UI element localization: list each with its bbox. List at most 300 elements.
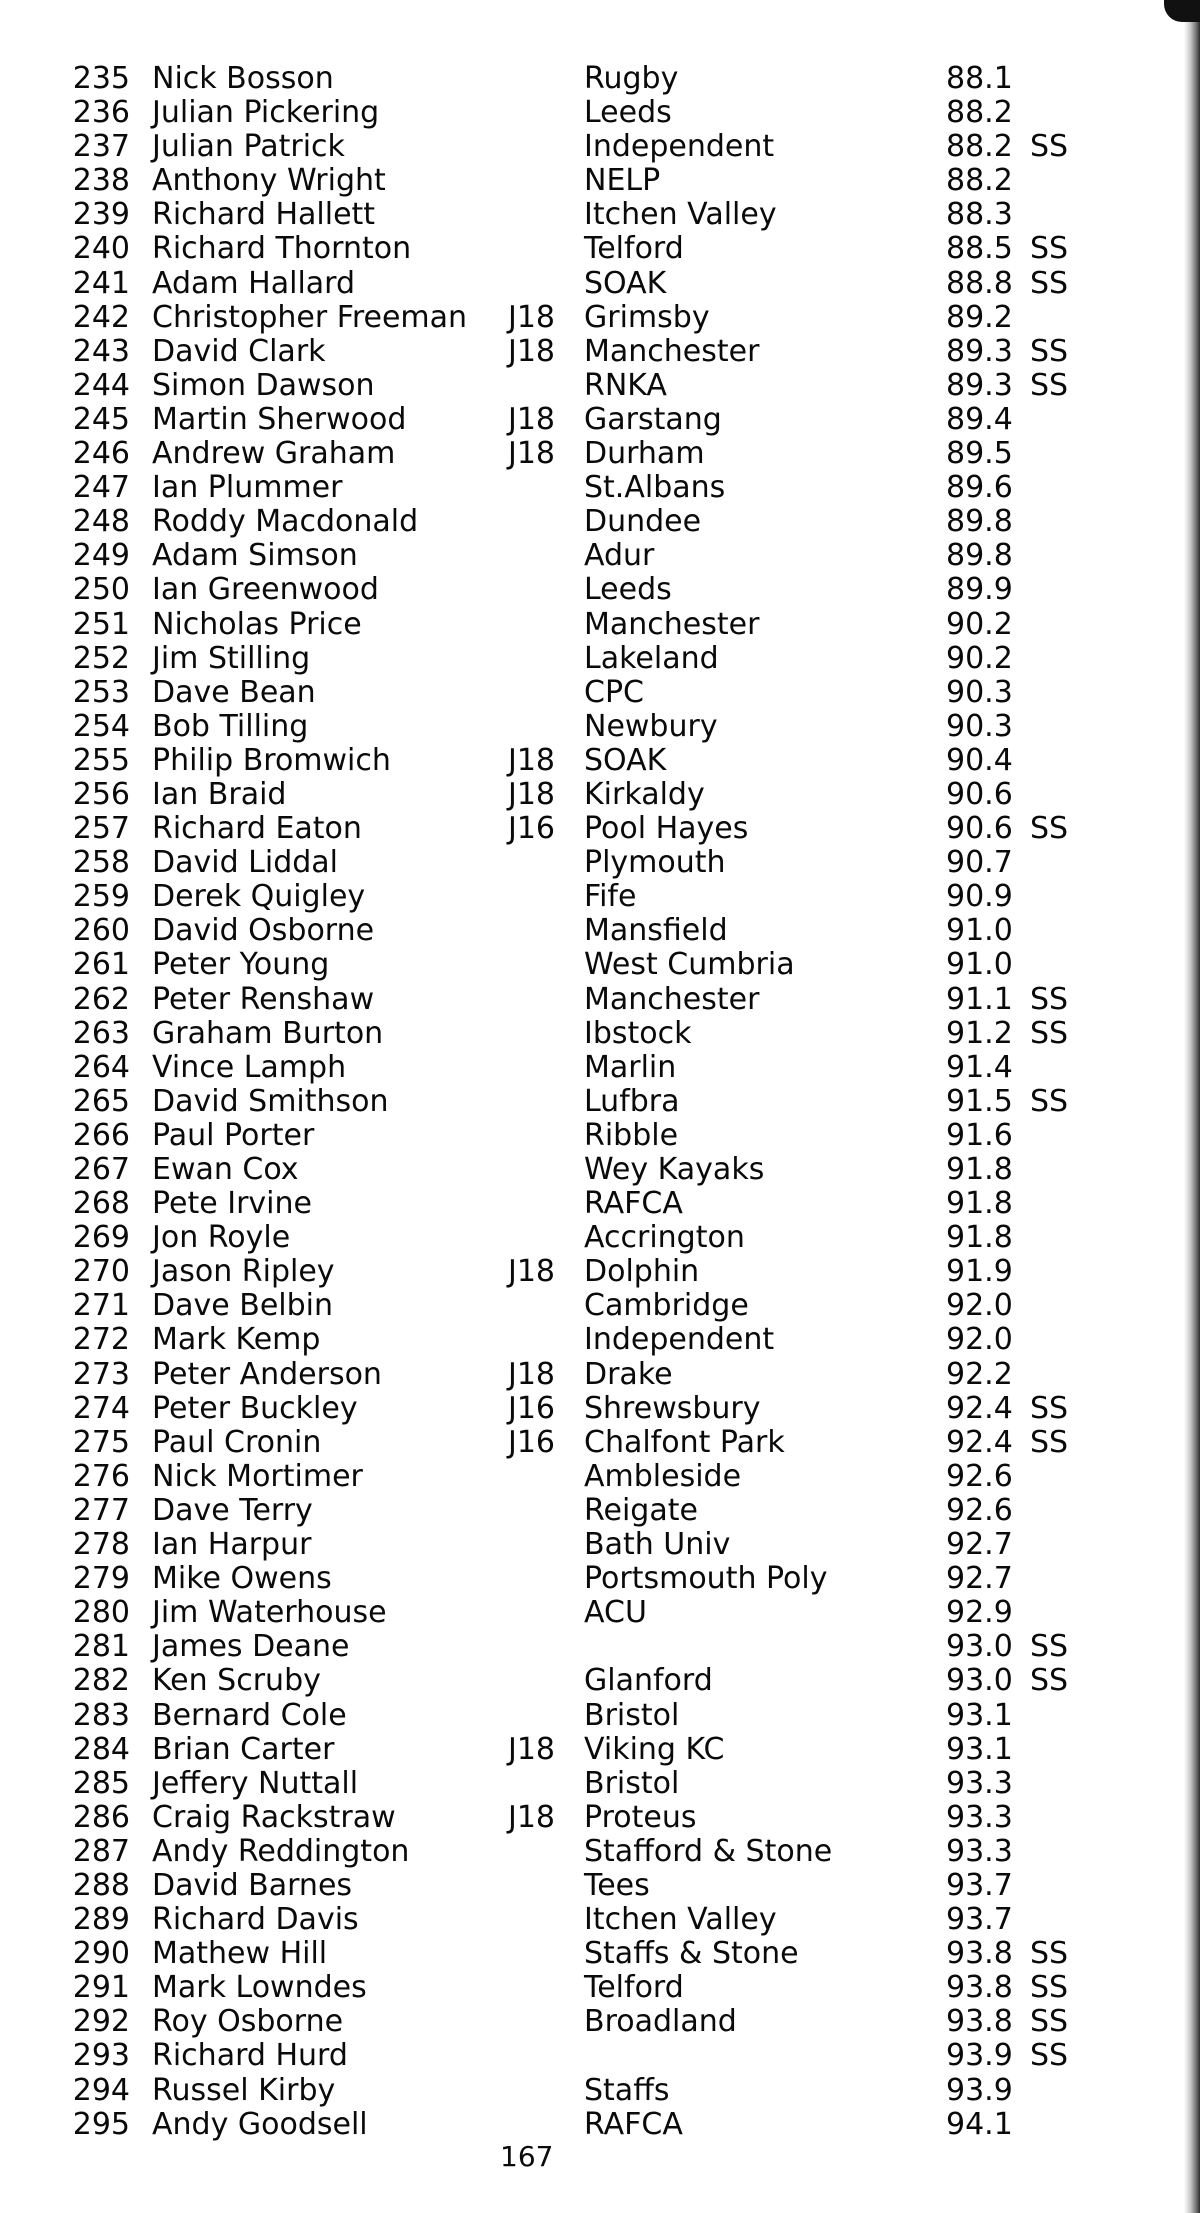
competitor-name: Martin Sherwood [152, 401, 407, 437]
result-time: 93.3 [946, 1765, 1013, 1801]
rank-number: 247 [72, 470, 130, 506]
competitor-name: Ian Harpur [152, 1527, 312, 1563]
age-category: J18 [508, 1731, 556, 1767]
rank-number: 262 [72, 981, 130, 1017]
age-category: J18 [508, 742, 556, 778]
table-row [0, 1767, 1180, 1801]
table-row [0, 1051, 1180, 1085]
result-time: 90.9 [946, 879, 1013, 915]
rank-number: 248 [72, 504, 130, 540]
result-time: 90.6 [946, 776, 1013, 812]
competitor-name: Mathew Hill [152, 1936, 328, 1972]
competitor-name: Nick Bosson [152, 61, 334, 96]
result-flag: SS [1030, 1663, 1069, 1699]
table-row [0, 1835, 1180, 1869]
competitor-name: Richard Hallett [152, 197, 376, 233]
competitor-name: Julian Pickering [152, 95, 380, 131]
table-row [0, 1903, 1180, 1937]
result-time: 90.7 [946, 845, 1013, 881]
rank-number: 288 [72, 1867, 130, 1903]
rank-number: 242 [72, 299, 130, 335]
rank-number: 257 [72, 811, 130, 847]
result-time: 93.7 [946, 1867, 1013, 1903]
competitor-name: Andy Reddington [152, 1833, 410, 1869]
club-name: Kirkaldy [584, 776, 705, 812]
club-name: Reigate [584, 1492, 698, 1528]
competitor-name: David Smithson [152, 1083, 389, 1119]
competitor-name: Mark Lowndes [152, 1970, 367, 2006]
rank-number: 285 [72, 1765, 130, 1801]
club-name: Leeds [584, 572, 672, 608]
rank-number: 290 [72, 1936, 130, 1972]
result-time: 93.3 [946, 1799, 1013, 1835]
table-row [0, 812, 1180, 846]
age-category: J18 [508, 333, 556, 369]
table-row [0, 880, 1180, 914]
table-row [0, 1392, 1180, 1426]
competitor-name: Vince Lamph [152, 1049, 347, 1085]
rank-number: 279 [72, 1561, 130, 1597]
competitor-name: Jon Royle [152, 1220, 291, 1256]
rank-number: 274 [72, 1390, 130, 1426]
result-time: 92.0 [946, 1288, 1013, 1324]
club-name: Proteus [584, 1799, 697, 1835]
rank-number: 281 [72, 1629, 130, 1665]
competitor-name: David Liddal [152, 845, 339, 881]
rank-number: 235 [72, 61, 130, 96]
result-time: 89.8 [946, 504, 1013, 540]
age-category: J16 [508, 1390, 556, 1426]
rank-number: 269 [72, 1220, 130, 1256]
table-row [0, 1971, 1180, 2005]
club-name: Shrewsbury [584, 1390, 761, 1426]
competitor-name: Dave Belbin [152, 1288, 333, 1324]
rank-number: 277 [72, 1492, 130, 1528]
rank-number: 253 [72, 674, 130, 710]
rank-number: 268 [72, 1186, 130, 1222]
rank-number: 246 [72, 436, 130, 472]
table-row [0, 914, 1180, 948]
competitor-name: Adam Hallard [152, 265, 356, 301]
table-row [0, 676, 1180, 710]
rank-number: 276 [72, 1458, 130, 1494]
table-row [0, 1085, 1180, 1119]
competitor-name: Peter Buckley [152, 1390, 358, 1426]
result-time: 93.3 [946, 1833, 1013, 1869]
result-time: 88.1 [946, 61, 1013, 96]
club-name: Telford [584, 1970, 684, 2006]
table-row [0, 1801, 1180, 1835]
club-name: St.Albans [584, 470, 726, 506]
club-name: Durham [584, 436, 705, 472]
rank-number: 286 [72, 1799, 130, 1835]
competitor-name: Paul Porter [152, 1117, 315, 1153]
result-flag: SS [1030, 2038, 1069, 2074]
table-row [0, 608, 1180, 642]
rank-number: 263 [72, 1015, 130, 1051]
club-name: Staffs [584, 2072, 670, 2108]
result-time: 92.0 [946, 1322, 1013, 1358]
table-row [0, 198, 1180, 232]
result-time: 91.0 [946, 913, 1013, 949]
club-name: Ribble [584, 1117, 679, 1153]
table-row [0, 2108, 1180, 2142]
rank-number: 280 [72, 1595, 130, 1631]
result-time: 92.9 [946, 1595, 1013, 1631]
club-name: RAFCA [584, 1186, 683, 1222]
rank-number: 283 [72, 1697, 130, 1733]
table-row [0, 1017, 1180, 1051]
table-row [0, 164, 1180, 198]
result-time: 89.6 [946, 470, 1013, 506]
result-time: 88.2 [946, 95, 1013, 131]
club-name: Bath Univ [584, 1527, 731, 1563]
competitor-name: Mike Owens [152, 1561, 332, 1597]
club-name: Ibstock [584, 1015, 692, 1051]
rank-number: 289 [72, 1902, 130, 1938]
rank-number: 265 [72, 1083, 130, 1119]
result-time: 88.2 [946, 163, 1013, 199]
table-row [0, 1699, 1180, 1733]
table-row [0, 96, 1180, 130]
club-name: Cambridge [584, 1288, 749, 1324]
rank-number: 266 [72, 1117, 130, 1153]
rank-number: 271 [72, 1288, 130, 1324]
competitor-name: Craig Rackstraw [152, 1799, 396, 1835]
competitor-name: Brian Carter [152, 1731, 335, 1767]
table-row [0, 1664, 1180, 1698]
competitor-name: Simon Dawson [152, 367, 375, 403]
table-row [0, 301, 1180, 335]
result-flag: SS [1030, 1390, 1069, 1426]
club-name: Lakeland [584, 640, 719, 676]
table-row [0, 2074, 1180, 2108]
club-name: Manchester [584, 981, 760, 1017]
rank-number: 294 [72, 2072, 130, 2108]
competitor-name: Dave Bean [152, 674, 316, 710]
rank-number: 295 [72, 2106, 130, 2142]
club-name: Chalfont Park [584, 1424, 785, 1460]
table-row [0, 1528, 1180, 1562]
club-name: Portsmouth Poly [584, 1561, 828, 1597]
club-name: Dolphin [584, 1254, 700, 1290]
competitor-name: Christopher Freeman [152, 299, 468, 335]
competitor-name: Russel Kirby [152, 2072, 336, 2108]
result-time: 92.6 [946, 1492, 1013, 1528]
result-time: 91.8 [946, 1220, 1013, 1256]
rank-number: 254 [72, 708, 130, 744]
club-name: West Cumbria [584, 947, 795, 983]
club-name: SOAK [584, 265, 667, 301]
club-name: Manchester [584, 606, 760, 642]
result-time: 92.4 [946, 1424, 1013, 1460]
result-time: 89.9 [946, 572, 1013, 608]
result-time: 90.2 [946, 606, 1013, 642]
table-row [0, 948, 1180, 982]
result-flag: SS [1030, 2004, 1069, 2040]
competitor-name: Nicholas Price [152, 606, 362, 642]
result-time: 88.3 [946, 197, 1013, 233]
rank-number: 245 [72, 401, 130, 437]
club-name: RAFCA [584, 2106, 683, 2142]
club-name: Viking KC [584, 1731, 725, 1767]
competitor-name: Peter Renshaw [152, 981, 375, 1017]
table-row [0, 1119, 1180, 1153]
competitor-name: Peter Anderson [152, 1356, 382, 1392]
table-row [0, 267, 1180, 301]
result-time: 90.6 [946, 811, 1013, 847]
competitor-name: Philip Bromwich [152, 742, 391, 778]
result-time: 91.0 [946, 947, 1013, 983]
club-name: Tees [584, 1867, 650, 1903]
club-name: Adur [584, 538, 655, 574]
table-row [0, 1323, 1180, 1357]
competitor-name: Adam Simson [152, 538, 358, 574]
table-row [0, 642, 1180, 676]
rank-number: 293 [72, 2038, 130, 2074]
competitor-name: Julian Patrick [152, 129, 345, 165]
table-row [0, 1255, 1180, 1289]
table-row [0, 710, 1180, 744]
page-edge-shadow [1184, 0, 1200, 2213]
rank-number: 270 [72, 1254, 130, 1290]
result-flag: SS [1030, 811, 1069, 847]
table-row [0, 1494, 1180, 1528]
club-name: Leeds [584, 95, 672, 131]
result-flag: SS [1030, 1970, 1069, 2006]
competitor-name: Jason Ripley [152, 1254, 335, 1290]
club-name: Wey Kayaks [584, 1152, 765, 1187]
rank-number: 261 [72, 947, 130, 983]
result-time: 89.5 [946, 436, 1013, 472]
table-row [0, 573, 1180, 607]
club-name: Itchen Valley [584, 1902, 777, 1938]
result-time: 88.8 [946, 265, 1013, 301]
result-time: 93.0 [946, 1663, 1013, 1699]
competitor-name: Peter Young [152, 947, 330, 983]
rank-number: 258 [72, 845, 130, 881]
result-flag: SS [1030, 129, 1069, 165]
result-time: 89.4 [946, 401, 1013, 437]
result-flag: SS [1030, 1424, 1069, 1460]
rank-number: 237 [72, 129, 130, 165]
rank-number: 284 [72, 1731, 130, 1767]
age-category: J16 [508, 1424, 556, 1460]
competitor-name: Anthony Wright [152, 163, 386, 199]
club-name: Mansfield [584, 913, 728, 949]
result-time: 93.8 [946, 1970, 1013, 2006]
result-time: 91.8 [946, 1186, 1013, 1222]
club-name: Pool Hayes [584, 811, 749, 847]
table-row [0, 437, 1180, 471]
club-name: Ambleside [584, 1458, 742, 1494]
result-time: 92.2 [946, 1356, 1013, 1392]
competitor-name: Mark Kemp [152, 1322, 321, 1358]
table-row [0, 539, 1180, 573]
rank-number: 255 [72, 742, 130, 778]
table-row [0, 130, 1180, 164]
table-row [0, 1187, 1180, 1221]
rank-number: 239 [72, 197, 130, 233]
rank-number: 275 [72, 1424, 130, 1460]
rank-number: 273 [72, 1356, 130, 1392]
club-name: Newbury [584, 708, 718, 744]
competitor-name: Richard Hurd [152, 2038, 348, 2074]
result-flag: SS [1030, 1083, 1069, 1119]
table-row [0, 1221, 1180, 1255]
table-row [0, 403, 1180, 437]
result-time: 93.1 [946, 1731, 1013, 1767]
club-name: Rugby [584, 61, 679, 96]
club-name: Stafford & Stone [584, 1833, 833, 1869]
result-flag: SS [1030, 981, 1069, 1017]
competitor-name: David Barnes [152, 1867, 353, 1903]
rank-number: 240 [72, 231, 130, 267]
competitor-name: Andy Goodsell [152, 2106, 368, 2142]
competitor-name: Dave Terry [152, 1492, 313, 1528]
table-row [0, 778, 1180, 812]
table-row [0, 744, 1180, 778]
table-row [0, 1869, 1180, 1903]
result-time: 90.3 [946, 708, 1013, 744]
result-time: 89.2 [946, 299, 1013, 335]
result-time: 94.1 [946, 2106, 1013, 2142]
table-row [0, 2039, 1180, 2073]
competitor-name: Ewan Cox [152, 1152, 299, 1187]
competitor-name: David Osborne [152, 913, 375, 949]
result-time: 93.7 [946, 1902, 1013, 1938]
rank-number: 272 [72, 1322, 130, 1358]
club-name: Telford [584, 231, 684, 267]
age-category: J18 [508, 1356, 556, 1392]
competitor-name: Pete Irvine [152, 1186, 312, 1222]
result-time: 92.7 [946, 1561, 1013, 1597]
result-time: 89.8 [946, 538, 1013, 574]
table-row [0, 1358, 1180, 1392]
result-time: 93.8 [946, 2004, 1013, 2040]
age-category: J18 [508, 436, 556, 472]
table-row [0, 1153, 1180, 1187]
table-row [0, 471, 1180, 505]
competitor-name: James Deane [152, 1629, 350, 1665]
age-category: J18 [508, 1254, 556, 1290]
table-row [0, 1289, 1180, 1323]
rank-number: 244 [72, 367, 130, 403]
result-time: 88.2 [946, 129, 1013, 165]
table-row [0, 232, 1180, 266]
club-name: Glanford [584, 1663, 713, 1699]
club-name: Lufbra [584, 1083, 680, 1119]
club-name: Garstang [584, 401, 722, 437]
competitor-name: Nick Mortimer [152, 1458, 363, 1494]
competitor-name: Paul Cronin [152, 1424, 322, 1460]
result-flag: SS [1030, 1015, 1069, 1051]
result-flag: SS [1030, 333, 1069, 369]
result-time: 93.1 [946, 1697, 1013, 1733]
result-time: 88.5 [946, 231, 1013, 267]
result-time: 91.5 [946, 1083, 1013, 1119]
result-time: 91.6 [946, 1117, 1013, 1153]
club-name: Dundee [584, 504, 702, 540]
table-row [0, 1460, 1180, 1494]
rank-number: 256 [72, 776, 130, 812]
rank-number: 251 [72, 606, 130, 642]
club-name: Broadland [584, 2004, 737, 2040]
table-row [0, 1426, 1180, 1460]
club-name: Bristol [584, 1697, 680, 1733]
result-flag: SS [1030, 231, 1069, 267]
result-time: 91.8 [946, 1152, 1013, 1187]
club-name: Marlin [584, 1049, 677, 1085]
table-row [0, 1562, 1180, 1596]
rank-number: 250 [72, 572, 130, 608]
club-name: NELP [584, 163, 661, 199]
rank-number: 282 [72, 1663, 130, 1699]
rank-number: 236 [72, 95, 130, 131]
result-time: 92.6 [946, 1458, 1013, 1494]
result-flag: SS [1030, 265, 1069, 301]
rank-number: 252 [72, 640, 130, 676]
result-flag: SS [1030, 367, 1069, 403]
page-corner-mark [1164, 0, 1200, 22]
club-name: Fife [584, 879, 637, 915]
result-flag: SS [1030, 1629, 1069, 1665]
club-name: CPC [584, 674, 644, 710]
club-name: Plymouth [584, 845, 726, 881]
competitor-name: Roy Osborne [152, 2004, 344, 2040]
competitor-name: Richard Thornton [152, 231, 412, 267]
competitor-name: Richard Davis [152, 1902, 359, 1938]
result-time: 92.4 [946, 1390, 1013, 1426]
rank-number: 292 [72, 2004, 130, 2040]
result-time: 91.2 [946, 1015, 1013, 1051]
club-name: Itchen Valley [584, 197, 777, 233]
result-time: 90.4 [946, 742, 1013, 778]
page-number: 167 [500, 2140, 554, 2173]
age-category: J18 [508, 1799, 556, 1835]
competitor-name: Jeffery Nuttall [152, 1765, 359, 1801]
club-name: Independent [584, 1322, 775, 1358]
age-category: J18 [508, 299, 556, 335]
rank-number: 243 [72, 333, 130, 369]
club-name: Manchester [584, 333, 760, 369]
rank-number: 278 [72, 1527, 130, 1563]
table-row [0, 505, 1180, 539]
table-row [0, 335, 1180, 369]
result-time: 89.3 [946, 367, 1013, 403]
rank-number: 238 [72, 163, 130, 199]
table-row [0, 62, 1180, 96]
club-name: ACU [584, 1595, 647, 1631]
club-name: Staffs & Stone [584, 1936, 799, 1972]
rank-number: 259 [72, 879, 130, 915]
table-row [0, 983, 1180, 1017]
result-time: 93.9 [946, 2038, 1013, 2074]
table-row [0, 1630, 1180, 1664]
club-name: Bristol [584, 1765, 680, 1801]
competitor-name: Roddy Macdonald [152, 504, 419, 540]
result-time: 90.2 [946, 640, 1013, 676]
result-time: 91.4 [946, 1049, 1013, 1085]
rank-number: 267 [72, 1152, 130, 1187]
rank-number: 249 [72, 538, 130, 574]
competitor-name: Bernard Cole [152, 1697, 347, 1733]
club-name: Independent [584, 129, 775, 165]
table-row [0, 369, 1180, 403]
result-time: 93.8 [946, 1936, 1013, 1972]
competitor-name: David Clark [152, 333, 326, 369]
club-name: RNKA [584, 367, 667, 403]
